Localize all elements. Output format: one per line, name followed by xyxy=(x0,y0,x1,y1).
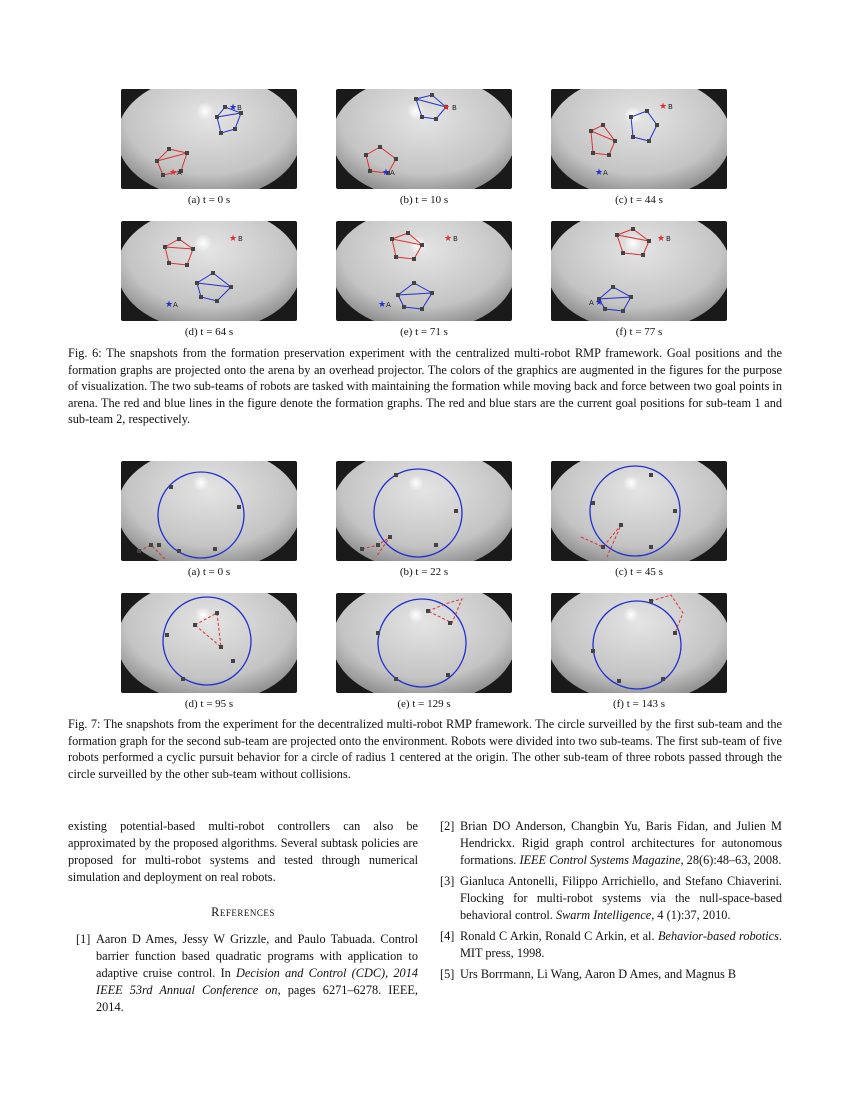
fig7-snapshot-f xyxy=(551,593,727,693)
fig6-panel-e xyxy=(336,221,512,338)
fig6-subcaption-b: (b) t = 10 s xyxy=(399,194,449,206)
reference-number: [3] xyxy=(440,874,455,888)
goal-label-a: A xyxy=(386,301,391,309)
reference-2 xyxy=(432,818,782,869)
fig6-snapshot-a xyxy=(121,89,297,189)
fig6-subcaption-e: (e) t = 71 s xyxy=(400,326,448,338)
fig6-panel-b xyxy=(336,89,512,206)
fig6-panel-d xyxy=(121,221,297,338)
svg-text:★: ★ xyxy=(595,298,604,308)
fig7-subcaption-f: (f) t = 143 s xyxy=(612,698,666,710)
reference-venue: Decision and Control (CDC), 2014 IEEE 53rd Annual Conference on xyxy=(96,966,418,997)
svg-text:★: ★ xyxy=(382,168,391,178)
svg-text:★: ★ xyxy=(657,234,666,244)
fig6-caption: Fig. 6: The snapshots from the formation preservation experiment with the centralized multi-robot RMP framework. Goal positions and the formation graphs are projected onto the arena by an overhead projector. The colors of the graphics are augmented in the figures for the purpose of visualization. The two sub-teams of robots are tasked with maintaining the formation while moving back and force between two goal points in arena. The red and blue lines in the figure denote the formation graphs. The red and blue stars are the current goal positions for sub-team 1 and sub-team 2, respectively. xyxy=(68,346,782,426)
reference-number: [2] xyxy=(440,819,455,833)
fig6-snapshot-c xyxy=(551,89,727,189)
right-column xyxy=(432,818,782,987)
reference-authors-title: Brian DO Anderson, Changbin Yu, Baris Fidan, and Julien M Hendrickx. Rigid graph control architectures for autonomous formations. xyxy=(460,819,782,867)
svg-text:★: ★ xyxy=(444,234,453,244)
fig6-panel-f xyxy=(551,221,727,338)
reference-authors-title: Ronald C Arkin, Ronald C Arkin, et al. xyxy=(460,929,658,943)
reference-authors-title: Urs Borrmann, Li Wang, Aaron D Ames, and Magnus B xyxy=(460,967,737,981)
goal-label-a: A xyxy=(173,301,178,309)
references-heading: References xyxy=(211,905,275,919)
reference-authors-title: Aaron D Ames, Jessy W Grizzle, and Paulo Tabuada. Control barrier function based quadratic programs with application to adaptive cruise control. In xyxy=(96,932,418,980)
goal-label-b: B xyxy=(238,235,243,243)
reference-details: , pages 6271–6278. IEEE, 2014. xyxy=(96,983,418,1014)
goal-label-a: A xyxy=(603,169,608,177)
fig7-panel-e xyxy=(336,593,512,710)
fig6-subcaption-d: (d) t = 64 s xyxy=(184,326,234,338)
fig6-snapshot-b xyxy=(336,89,512,189)
reference-venue: Behavior-based robotics xyxy=(658,929,779,943)
fig6-panel-a xyxy=(121,89,297,206)
fig7-subcaption-b: (b) t = 22 s xyxy=(399,566,449,578)
svg-text:★: ★ xyxy=(165,300,174,310)
goal-label-b: B xyxy=(452,104,457,112)
fig7-panel-c xyxy=(551,461,727,578)
fig7-subcaption-d: (d) t = 95 s xyxy=(184,698,234,710)
reference-details: , 28(6):48–63, 2008. xyxy=(680,853,782,867)
fig7-caption: Fig. 7: The snapshots from the experiment for the decentralized multi-robot RMP framework. The circle surveilled by the first sub-team and the formation graph for the second sub-team are projected onto the environment. Robots were divided into two sub-teams. The first sub-team of five robots performed a cyclic pursuit behavior for a circle of radius 1 centered at the origin. The other sub-team of three robots passed through the circle surveilled by the other sub-team without collisions. xyxy=(68,717,782,781)
reference-details: , 4 (1):37, 2010. xyxy=(651,908,731,922)
fig6-panel-c xyxy=(551,89,727,206)
reference-1 xyxy=(68,931,418,1016)
fig7-subcaption-a: (a) t = 0 s xyxy=(187,566,231,578)
reference-3 xyxy=(432,873,782,924)
fig7-snapshot-c xyxy=(551,461,727,561)
fig6-subcaption-f: (f) t = 77 s xyxy=(615,326,663,338)
reference-venue: IEEE Control Systems Magazine xyxy=(519,853,681,867)
svg-text:★: ★ xyxy=(169,168,178,178)
reference-4 xyxy=(432,928,782,962)
svg-text:★: ★ xyxy=(229,103,238,113)
goal-label-b: B xyxy=(668,103,673,111)
fig7-snapshot-a xyxy=(121,461,297,561)
fig7-snapshot-d xyxy=(121,593,297,693)
fig7-panel-d xyxy=(121,593,297,710)
goal-label-b: B xyxy=(237,104,242,112)
fig7-subcaption-c: (c) t = 45 s xyxy=(615,566,663,578)
reference-number: [5] xyxy=(440,967,455,981)
reference-details: . MIT press, 1998. xyxy=(460,929,782,960)
reference-number: [1] xyxy=(76,932,91,946)
body-paragraph: existing potential-based multi-robot controllers can also be approximated by the proposed algorithms. Several subtask policies are proposed for multi-robot systems and tested through numerical simulation and deployment on real robots. xyxy=(68,819,418,884)
goal-label-a: A xyxy=(589,299,594,307)
fig7-panel-f xyxy=(551,593,727,710)
fig6-subcaption-c: (c) t = 44 s xyxy=(615,194,663,206)
reference-5 xyxy=(432,966,782,983)
fig6-snapshot-f xyxy=(551,221,727,321)
goal-label-a: A xyxy=(390,169,395,177)
fig7-panel-a xyxy=(121,461,297,578)
svg-text:★: ★ xyxy=(229,234,238,244)
goal-label-b: B xyxy=(453,235,458,243)
left-column xyxy=(68,818,418,1020)
svg-text:★: ★ xyxy=(595,168,604,178)
fig7-panel-b xyxy=(336,461,512,578)
reference-venue: Swarm Intelligence xyxy=(555,908,652,922)
svg-text:★: ★ xyxy=(378,300,387,310)
fig6-subcaption-a: (a) t = 0 s xyxy=(187,194,231,206)
svg-text:★: ★ xyxy=(442,103,451,113)
reference-number: [4] xyxy=(440,929,455,943)
svg-text:★: ★ xyxy=(659,102,668,112)
goal-label-b: B xyxy=(666,235,671,243)
fig7-snapshot-e xyxy=(336,593,512,693)
fig6-snapshot-e xyxy=(336,221,512,321)
fig6-snapshot-d xyxy=(121,221,297,321)
goal-label-a: A xyxy=(177,169,182,177)
fig7-snapshot-b xyxy=(336,461,512,561)
fig7-subcaption-e: (e) t = 129 s xyxy=(397,698,451,710)
reference-authors-title: Gianluca Antonelli, Filippo Arrichiello, and Stefano Chiaverini. Flocking for multi-robot systems via the null-space-based behavioral control. xyxy=(460,874,782,922)
